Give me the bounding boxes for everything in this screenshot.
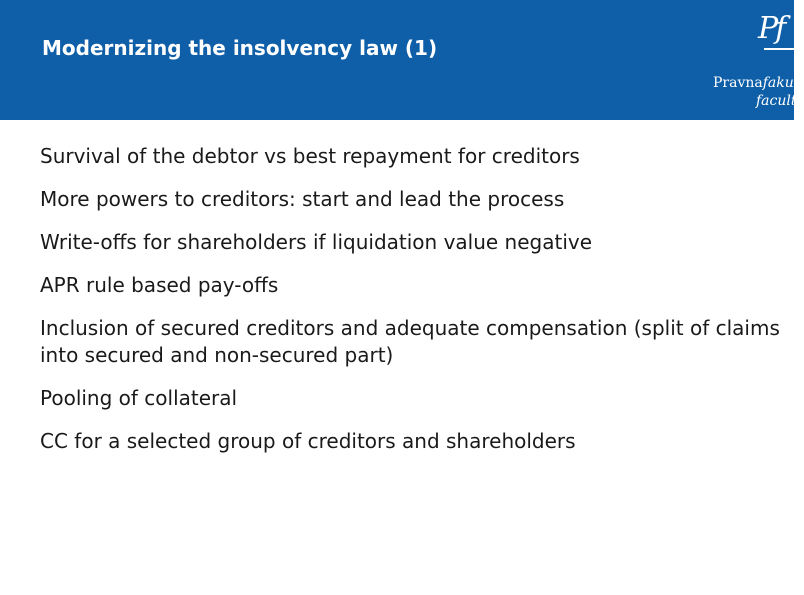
bullet-item: More powers to creditors: start and lead the process (40, 187, 565, 211)
logo-rule (764, 48, 794, 50)
bullet-item: APR rule based pay-offs (40, 273, 279, 297)
bullet-item: Pooling of collateral (40, 386, 238, 410)
slide-title: Modernizing the insolvency law (1) (42, 36, 438, 60)
bullet-item: Inclusion of secured creditors and adequate compensation (split of claims into secured and non-secured part) (40, 316, 780, 367)
logo-mark: Pf (758, 11, 784, 46)
bullet-item: Survival of the debtor vs best repayment for creditors (40, 144, 580, 168)
logo-text-fakult: fakult (762, 75, 804, 91)
logo-text-pravna: Pravna (713, 75, 763, 91)
bullet-item: Write-offs for shareholders if liquidation value negative (40, 230, 593, 254)
faculty-logo (706, 8, 804, 120)
bullet-item: CC for a selected group of creditors and shareholders (40, 429, 576, 453)
header-band (0, 0, 804, 120)
logo-text-line1 (713, 76, 804, 90)
logo-text-line2: facult (756, 93, 797, 109)
bullet-list (40, 143, 780, 471)
